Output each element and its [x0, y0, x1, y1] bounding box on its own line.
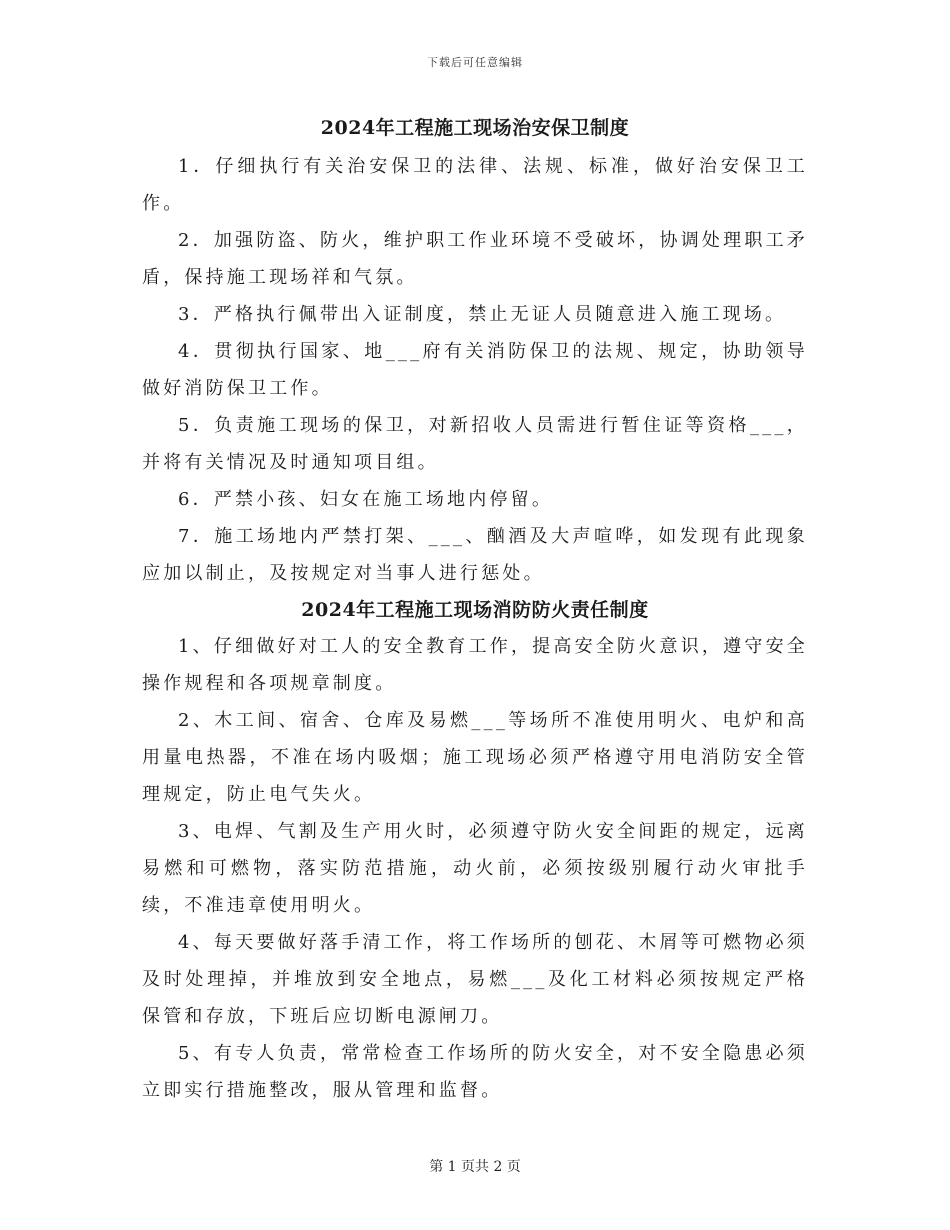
page-number: 第 1 页共 2 页: [429, 1159, 521, 1175]
document-body: [142, 110, 808, 1109]
fire-clause-2: 2、木工间、宿舍、仓库及易燃___等场所不准使用明火、电炉和高用量电热器，不准在场内吸烟；施工现场必须严格遵守用电消防安全管理规定，防止电气失火。: [142, 710, 808, 805]
security-clause-4: 4．贯彻执行国家、地___府有关消防保卫的法规、规定，协助领导做好消防保卫工作。: [142, 341, 808, 399]
security-clause-3: 3．严格执行佩带出入证制度，禁止无证人员随意进入施工现场。: [178, 304, 787, 325]
section-title-fire: 2024年工程施工现场消防防火责任制度: [301, 599, 649, 621]
fire-clause-1: 1、仔细做好对工人的安全教育工作，提高安全防火意识，遵守安全操作规程和各项规章制度。: [142, 636, 808, 694]
security-clause-6: 6．严禁小孩、妇女在施工场地内停留。: [178, 489, 554, 510]
security-clause-1: 1．仔细执行有关治安保卫的法律、法规、标准，做好治安保卫工作。: [142, 156, 808, 214]
security-clause-7: 7．施工场地内严禁打架、___、酗酒及大声喧哗，如发现有此现象应加以制止，及按规定对当事人进行惩处。: [142, 526, 808, 584]
security-clause-2: 2．加强防盗、防火，维护职工作业环境不受破坏，协调处理职工矛盾，保持施工现场祥和气氛。: [142, 230, 808, 288]
section-title-security: 2024年工程施工现场治安保卫制度: [320, 117, 630, 139]
security-clause-5: 5．负责施工现场的保卫，对新招收人员需进行暂住证等资格___，并将有关情况及时通知项目组。: [142, 415, 808, 473]
fire-clause-5: 5、有专人负责，常常检查工作场所的防火安全，对不安全隐患必须立即实行措施整改，服从管理和监督。: [142, 1043, 808, 1101]
fire-clause-3: 3、电焊、气割及生产用火时，必须遵守防火安全间距的规定，远离易燃和可燃物，落实防范措施，动火前，必须按级别履行动火审批手续，不准违章使用明火。: [142, 821, 808, 916]
fire-clause-4: 4、每天要做好落手清工作，将工作场所的刨花、木屑等可燃物必须及时处理掉，并堆放到安全地点，易燃___及化工材料必须按规定严格保管和存放，下班后应切断电源闸刀。: [142, 932, 808, 1027]
header-note: 下载后可任意编辑: [427, 56, 523, 69]
